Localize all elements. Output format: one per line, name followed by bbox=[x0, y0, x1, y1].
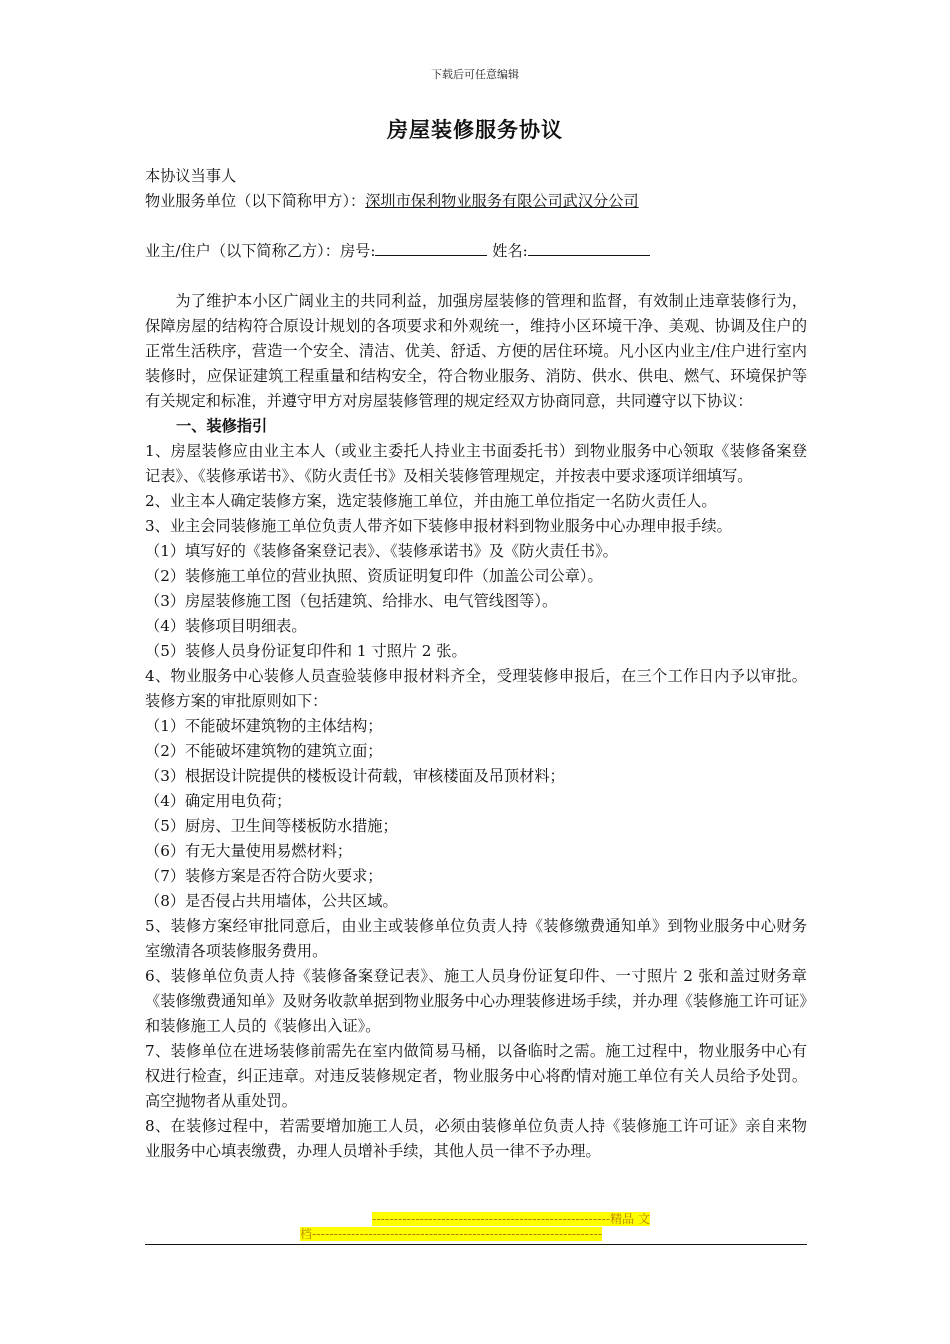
item-3-sub: （3）房屋装修施工图（包括建筑、给排水、电气管线图等）。 bbox=[145, 592, 558, 610]
footer-line-2 bbox=[300, 1227, 650, 1242]
preamble-paragraph: 为了维护本小区广阔业主的共同利益，加强房屋装修的管理和监督，有效制止违章装修行为，保障房屋的结构符合原设计规划的各项要求和外观统一，维持小区环境干净、美观、协调及住户的正常生活秩序，营造一个安全、清洁、优美、舒适、方便的居住环境。凡小区内业主/住户进行室内装修时，应保证建筑工程重量和结构安全，符合物业服务、消防、供水、供电、燃气、环境保护等有关规定和标准，并遵守甲方对房屋装修管理的规定经双方协商同意，共同遵守以下协议： bbox=[145, 292, 807, 410]
document-body bbox=[145, 164, 807, 1164]
footer-watermark bbox=[300, 1212, 650, 1242]
item-4: 4、物业服务中心装修人员查验装修申报材料齐全，受理装修申报后，在三个工作日内予以审批。装修方案的审批原则如下： bbox=[145, 667, 807, 710]
item-3-sub: （4）装修项目明细表。 bbox=[145, 617, 307, 635]
footer-line-2-text: 档------------------------------------------------------------------- bbox=[300, 1227, 603, 1241]
parties-intro: 本协议当事人 bbox=[145, 167, 237, 185]
item-7: 7、装修单位在进场装修前需先在室内做简易马桶，以备临时之需。施工过程中，物业服务中心有权进行检查，纠正违章。对违反装修规定者，物业服务中心将酌情对施工单位有关人员给予处罚。高空抛物者从重处罚。 bbox=[145, 1042, 807, 1110]
room-number-blank bbox=[375, 239, 487, 256]
item-4-sub: （7）装修方案是否符合防火要求； bbox=[145, 867, 383, 885]
item-5: 5、装修方案经审批同意后，由业主或装修单位负责人持《装修缴费通知单》到物业服务中心财务室缴清各项装修服务费用。 bbox=[145, 917, 807, 960]
party-a-label: 物业服务单位（以下简称甲方）： bbox=[145, 192, 366, 210]
name-blank bbox=[528, 239, 650, 256]
item-1: 1、房屋装修应由业主本人（或业主委托人持业主书面委托书）到物业服务中心领取《装修备案登记表》、《装修承诺书》、《防火责任书》及相关装修管理规定，并按表中要求逐项详细填写。 bbox=[145, 442, 807, 485]
footer-line-1-text: -------------------------------------------------------精品 文 bbox=[372, 1212, 650, 1226]
item-4-sub: （6）有无大量使用易燃材料； bbox=[145, 842, 353, 860]
document-title: 房屋装修服务协议 bbox=[387, 117, 563, 142]
header-note: 下载后可任意编辑 bbox=[431, 68, 519, 81]
item-4-sub: （3）根据设计院提供的楼板设计荷载，审核楼面及吊顶材料； bbox=[145, 767, 565, 785]
footer-line-1 bbox=[300, 1212, 650, 1227]
footer-divider bbox=[145, 1244, 807, 1245]
item-3-sub: （2）装修施工单位的营业执照、资质证明复印件（加盖公司公章）。 bbox=[145, 567, 603, 585]
item-3-sub: （5）装修人员身份证复印件和 1 寸照片 2 张。 bbox=[145, 642, 467, 660]
section-heading: 一、装修指引 bbox=[176, 417, 268, 435]
party-a-line bbox=[145, 189, 807, 214]
item-4-sub: （4）确定用电负荷； bbox=[145, 792, 292, 810]
colon: : bbox=[370, 242, 376, 260]
item-3-sub: （1）填写好的《装修备案登记表》、《装修承诺书》及《防火责任书》。 bbox=[145, 542, 618, 560]
colon: : bbox=[522, 242, 528, 260]
item-4-sub: （1）不能破坏建筑物的主体结构； bbox=[145, 717, 383, 735]
item-4-sub: （5）厨房、卫生间等楼板防水措施； bbox=[145, 817, 398, 835]
item-8: 8、在装修过程中，若需要增加施工人员，必须由装修单位负责人持《装修施工许可证》亲自来物业服务中心填表缴费，办理人员增补手续，其他人员一律不予办理。 bbox=[145, 1117, 807, 1160]
item-4-sub: （8）是否侵占共用墙体，公共区域。 bbox=[145, 892, 398, 910]
item-2: 2、业主本人确定装修方案，选定装修施工单位，并由施工单位指定一名防火责任人。 bbox=[145, 492, 717, 510]
name-label: 姓名 bbox=[492, 242, 523, 260]
party-b-label: 业主/住户（以下简称乙方）：房号 bbox=[145, 242, 371, 260]
item-6: 6、装修单位负责人持《装修备案登记表》、施工人员身份证复印件、一寸照片 2 张和盖过财务章《装修缴费通知单》及财务收款单据到物业服务中心办理装修进场手续，并办理《装修施工许可证》和装修施工人员的《装修出入证》。 bbox=[145, 967, 807, 1035]
party-b-line bbox=[145, 239, 807, 264]
party-a-name: 深圳市保利物业服务有限公司武汉分公司 bbox=[365, 192, 639, 210]
item-4-sub: （2）不能破坏建筑物的建筑立面； bbox=[145, 742, 383, 760]
item-3: 3、业主会同装修施工单位负责人带齐如下装修申报材料到物业服务中心办理申报手续。 bbox=[145, 517, 732, 535]
